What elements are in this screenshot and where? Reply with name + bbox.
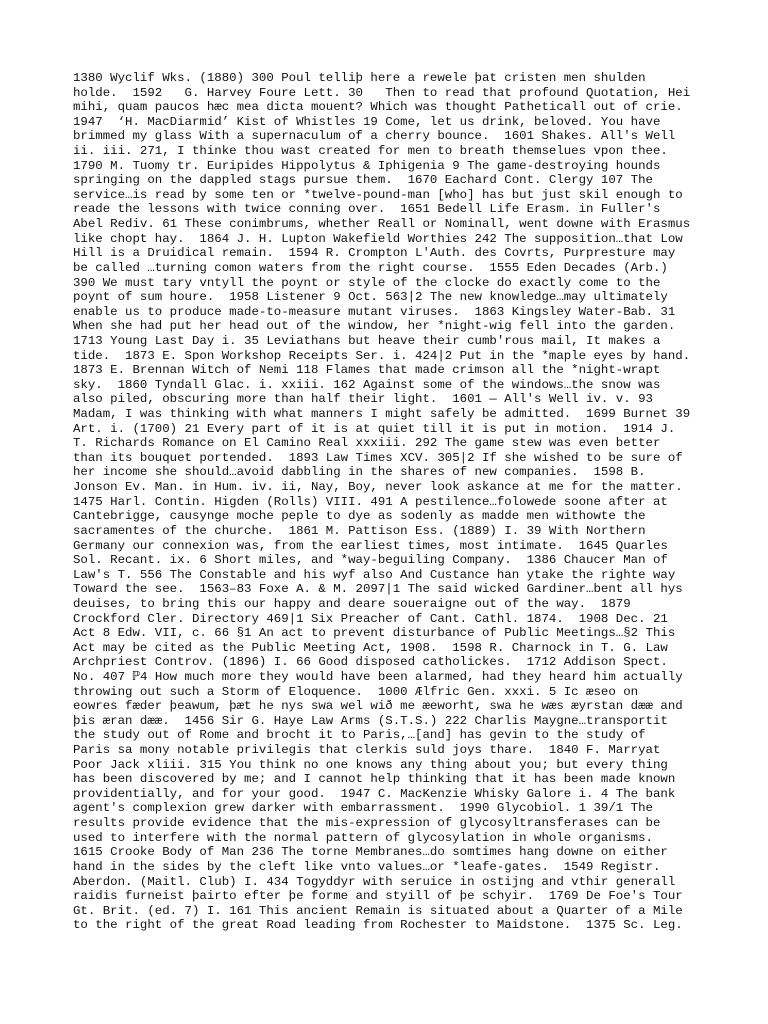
document-text [73, 71, 703, 948]
text-line: Madam, I was thinking with what manners I might safely be admitted. 1699 Burnet 39 [73, 407, 691, 422]
text-line: the study out of Rome and brocht it to Paris,…[and] has gevin to the study of [73, 728, 646, 743]
text-line: 1873 E. Brennan Witch of Nemi 118 Flames that made crimson all the *night-wrapt [73, 363, 661, 378]
text-line: Poor Jack xliii. 315 You think no one knows any thing about you; but every thing [73, 757, 668, 772]
text-line: Abel Rediv. 61 These conimbrums, whether Reall or Nominall, went downe with Erasmus [73, 217, 691, 232]
text-line: service…is read by some ten or *twelve-pound-man [who] has but just skil enough to [73, 187, 683, 202]
text-line: Toward the see. 1563–83 Foxe A. & M. 2097|1 The said wicked Gardiner…bent all hys [73, 582, 683, 597]
text-line: holde. 1592 G. Harvey Foure Lett. 30 Then to read that profound Quotation, Hei [73, 85, 691, 100]
text-line: Jonson Ev. Man. in Hum. iv. ii, Nay, Boy, never look askance at me for the matter. [73, 480, 683, 495]
text-line: When she had put her head out of the window, her *night-wig fell into the garden. [73, 319, 676, 334]
text-line: Act may be cited as the Public Meeting Act, 1908. 1598 R. Charnock in T. G. Law [73, 640, 668, 655]
text-line: No. 407 ℙ4 How much more they would have been alarmed, had they heard him actually [73, 669, 683, 684]
text-line: sky. 1860 Tyndall Glac. i. xxiii. 162 Against some of the windows…the snow was [73, 377, 661, 392]
text-line: ii. iii. 271, I thinke thou wast created for men to breath themselues vpon thee. [73, 144, 668, 159]
text-line: agent's complexion grew darker with embarrassment. 1990 Glycobiol. 1 39/1 The [73, 801, 653, 816]
text-line: 390 We must tary vntyll the poynt or style of the clocke do exactly come to the [73, 275, 661, 290]
text-line: results provide evidence that the mis-expression of glycosyltransferases can be [73, 816, 661, 831]
text-line: 1475 Harl. Contin. Higden (Rolls) VIII. 491 A pestilence…folowede soone after at [73, 494, 668, 509]
text-line: Law's T. 556 The Constable and his wyf also And Custance han ytake the righte way [73, 567, 676, 582]
text-line: like chopt hay. 1864 J. H. Lupton Wakefield Worthies 242 The supposition…that Low [73, 231, 683, 246]
text-line: providentially, and for your good. 1947 C. MacKenzie Whisky Galore i. 4 The bank [73, 786, 676, 801]
text-line: than its bouquet portended. 1893 Law Times XCV. 305|2 If she wished to be sure of [73, 450, 683, 465]
text-line: also piled, obscuring more than half their light. 1601 — All's Well iv. v. 93 [73, 392, 653, 407]
text-line: Art. i. (1700) 21 Every part of it is at quiet till it is put in motion. 1914 J. [73, 421, 676, 436]
text-line: Cantebrigge, causynge moche peple to dye as sodenly as madde men withowte the [73, 509, 646, 524]
text-line: to the right of the great Road leading from Rochester to Maidstone. 1375 Sc. Leg. [73, 918, 683, 933]
text-line: 1713 Young Last Day i. 35 Leviathans but heave their cumb'rous mail, It makes a [73, 333, 661, 348]
text-line: throwing out such a Storm of Eloquence. 1000 Ælfric Gen. xxxi. 5 Ic æseo on [73, 684, 639, 699]
text-line: has been discovered by me; and I cannot help thinking that it has been made known [73, 772, 676, 787]
text-line: 1380 Wyclif Wks. (1880) 300 Poul telliþ here a rewele þat cristen men shulden [73, 71, 646, 85]
text-line: Gt. Brit. (ed. 7) I. 161 This ancient Remain is situated about a Quarter of a Mile [73, 903, 683, 918]
text-line: hand in the sides by the cleft like vnto values…or *leafe-gates. 1549 Registr. [73, 859, 661, 874]
text-line: Aberdon. (Maitl. Club) I. 434 Togyddyr with seruice in ostijng and vthir generall [73, 874, 676, 889]
text-line: be called …turning comon waters from the right course. 1555 Eden Decades (Arb.) [73, 260, 668, 275]
text-line: springing on the dappled stags pursue them. 1670 Eachard Cont. Clergy 107 The [73, 173, 653, 188]
text-line: brimmed my glass With a supernaculum of a cherry bounce. 1601 Shakes. All's Well [73, 129, 676, 144]
text-line: reade the lessons with twice conning over. 1651 Bedell Life Erasm. in Fuller's [73, 202, 661, 217]
text-line: Sol. Recant. ix. 6 Short miles, and *way-beguiling Company. 1386 Chaucer Man of [73, 553, 668, 568]
text-line: poynt of sum houre. 1958 Listener 9 Oct. 563|2 The new knowledge…may ultimately [73, 290, 668, 305]
text-line: eowres fæder þeawum, þæt he nys swa wel wið me æeworht, swa he wæs æyrstan dææ and [73, 699, 683, 714]
text-line: Act 8 Edw. VII, c. 66 §1 An act to prevent disturbance of Public Meetings…§2 This [73, 626, 676, 641]
text-line: Hill is a Druidical remain. 1594 R. Crompton L'Auth. des Covrts, Purpresture may [73, 246, 676, 261]
text-line: 1615 Crooke Body of Man 236 The torne Membranes…do somtimes hang downe on either [73, 845, 668, 860]
text-line: Paris sa mony notable privilegis that clerkis suld joys thare. 1840 F. Marryat [73, 743, 661, 758]
text-line: Archpriest Controv. (1896) I. 66 Good disposed catholickes. 1712 Addison Spect. [73, 655, 668, 670]
text-line: Germany our connexion was, from the earliest times, most intimate. 1645 Quarles [73, 538, 668, 553]
text-line: T. Richards Romance on El Camino Real xxxiii. 292 The game stew was even better [73, 436, 661, 451]
text-line: Crockford Cler. Directory 469|1 Six Preacher of Cant. Cathl. 1874. 1908 Dec. 21 [73, 611, 668, 626]
text-line [73, 933, 703, 948]
text-line: 1947 ‘H. MacDiarmid’ Kist of Whistles 19 Come, let us drink, beloved. You have [73, 114, 661, 129]
text-line: mihi, quam paucos hæc mea dicta mouent? Which was thought Patheticall out of crie. [73, 100, 683, 115]
text-line: raidis furneist þairto efter þe forme and styill of þe schyir. 1769 De Foe's Tour [73, 889, 683, 904]
text-line: þis æran dææ. 1456 Sir G. Haye Law Arms (S.T.S.) 222 Charlis Maygne…transportit [73, 713, 668, 728]
text-line: deuises, to bring this our happy and deare soueraigne out of the way. 1879 [73, 596, 631, 611]
text-line: sacramentes of the churche. 1861 M. Pattison Ess. (1889) I. 39 With Northern [73, 523, 646, 538]
text-line: 1790 M. Tuomy tr. Euripides Hippolytus & Iphigenia 9 The game-destroying hounds [73, 158, 661, 173]
text-line: enable us to produce made-to-measure mutant viruses. 1863 Kingsley Water-Bab. 31 [73, 304, 676, 319]
text-line: her income she should…avoid dabbling in the shares of new companies. 1598 B. [73, 465, 646, 480]
text-line: used to interfere with the normal pattern of glycosylation in whole organisms. [73, 830, 653, 845]
text-line: tide. 1873 E. Spon Workshop Receipts Ser. i. 424|2 Put in the *maple eyes by hand. [73, 348, 691, 363]
